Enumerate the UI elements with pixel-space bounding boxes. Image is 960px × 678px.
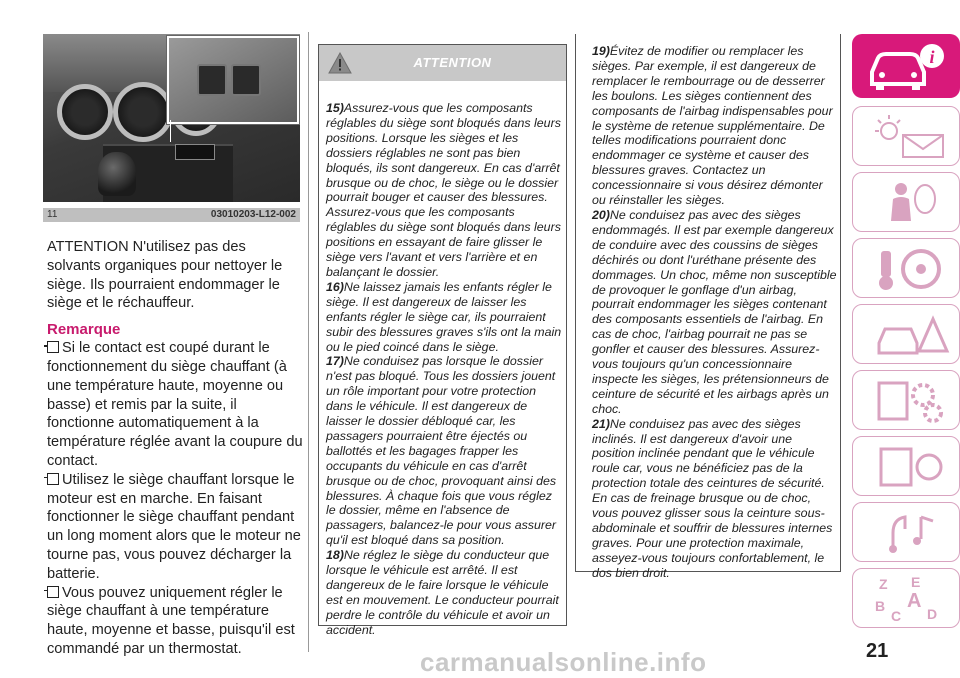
attention-item: 15)Assurez-vous que les composants réglables du siège sont bloqués dans leurs positions. Lorsque les sièges et les dossiers réglables ne sont pas bien bloqués, ils sont dangereux. En cas d'arrêt brusque ou de choc, le siège ou le dossier pourrait bouger et causer des blessures. Assurez-vous que les composants réglables du siège sont bloqués dans leurs positions en essayant de faire glisser le siège vers l'avant et vers l'arrière et en balançant le dossier.	[326, 101, 561, 279]
remark-note-2: Utilisez le siège chauffant lorsque le moteur est en marche. En faisant fonctionner le siège chauffant pendant un long moment alors que le moteur ne tourne pas, vous pouvez décharger la batterie.	[47, 471, 301, 582]
note-bullet-icon	[47, 473, 59, 485]
roadside-warning-icon	[871, 311, 951, 359]
attention-item: 18)Ne réglez le siège du conducteur que lorsque le véhicule est arrêté. Il est dangereux de le faire lorsque le véhicule est en mouvement. Le conducteur pourrait perdre le contrôle du véhicule et avoir un accident.	[326, 548, 559, 637]
attention-item: 16)Ne laissez jamais les enfants régler le siège. Il est dangereux de laisser les enfants régler le siège car, ils pourraient subir des blessures graves s'ils ont la main ou le pied coincé dans le siège.	[326, 279, 562, 354]
tab-car-info-active[interactable]	[852, 34, 960, 98]
index-letter: Z	[879, 576, 888, 592]
media-navigation-icon	[871, 509, 951, 557]
index-letter: A	[907, 590, 922, 612]
index-letter: B	[875, 598, 886, 614]
index-letter: C	[891, 608, 902, 624]
seat-heater-switch-right	[231, 64, 261, 96]
page-number: 21	[866, 640, 889, 662]
seat-heater-switch-left	[197, 64, 227, 96]
remark-note-3: Vous pouvez uniquement régler le siège chauffant à une température haute, moyenne et basse, puisqu'il est commandé par un thermostat.	[47, 584, 295, 657]
tab-safety[interactable]	[852, 172, 960, 232]
tab-technical-data[interactable]	[852, 436, 960, 496]
attention-title: ATTENTION	[413, 55, 492, 70]
column-divider	[308, 32, 309, 652]
warning-lights-icon	[871, 113, 951, 161]
attention-item: 19)Évitez de modifier ou remplacer les sièges. Par exemple, il est dangereux de remplacer le rembourrage ou de desserrer les boulons. Les sièges contiennent des composants de l'airbag indispensables pour le système de retenue supplémentaire. De telles modifications pourraient donc endommager ce système et causer des blessures graves. Contactez un concessionnaire si vous désirez démonter ou réinstaller les sièges.	[592, 44, 833, 208]
airbag-person-icon	[871, 179, 951, 227]
alphabetical-index-icon	[871, 575, 951, 625]
figure-code: 03010203-L12-002	[210, 209, 296, 220]
left-column-text	[47, 238, 303, 659]
tab-warning-lights[interactable]	[852, 106, 960, 166]
maintenance-gears-icon	[871, 377, 951, 425]
vent-dial-center	[113, 82, 173, 142]
attention-text-part-2	[592, 44, 838, 581]
callout-line	[170, 120, 171, 142]
attention-item: 21)Ne conduisez pas avec des sièges inclinés. Il est dangereux d'avoir une position inclinée pendant que le véhicule roule car, vous ne bénéficiez pas de la protection totale des ceintures de sécurité. En cas de freinage brusque ou de choc, vous pouvez glisser sous la ceinture sous-abdominale et souffrir de blessures internes graves. Pour une protection maximale, asseyez-vous toujours confortablement, le dos bien droit.	[592, 416, 833, 580]
tab-multimedia[interactable]	[852, 502, 960, 562]
footer-watermark: carmanualsonline.info	[420, 647, 707, 677]
svg-text:i: i	[929, 47, 935, 67]
car-info-icon	[866, 42, 946, 92]
vent-dial-left	[57, 84, 113, 140]
solvent-warning-paragraph: ATTENTION N'utilisez pas des solvants organiques pour nettoyer le siège. Ils pourraient endommager le siège et le réchauffeur.	[47, 239, 283, 312]
seat-heater-switch-closeup	[167, 36, 299, 124]
attention-text-part-1	[326, 101, 562, 638]
tab-emergency[interactable]	[852, 304, 960, 364]
tab-starting-driving[interactable]	[852, 238, 960, 298]
figure-number: 11	[47, 209, 58, 220]
seat-heater-switches	[175, 144, 215, 160]
remark-heading: Remarque	[47, 321, 121, 339]
remark-note-1: Si le contact est coupé durant le fonctionnement du siège chauffant (à une température haute, moyenne ou basse) et remis par la suite, il fonctionne automatiquement à la température réglée avant la coupure du contact.	[47, 340, 303, 469]
note-bullet-icon	[47, 341, 59, 353]
tab-maintenance[interactable]	[852, 370, 960, 430]
note-bullet-icon	[47, 586, 59, 598]
attention-item: 17)Ne conduisez pas lorsque le dossier n'est pas bloqué. Tous les dossiers jouent un rôle important pour votre protection dans le véhicule. Il est dangereux de laisser le dossier débloqué car, les passagers pourraient être éjectés ou ballottés et les bagages frapper les occupants du véhicule en cas d'arrêt brusque ou de choc, provoquant ainsi des blessures. À chaque fois que vous réglez le dossier, même en l'absence de passagers, balancez-le pour vous assurer qu'il est bloqué dans sa position.	[326, 354, 557, 548]
technical-data-icon	[871, 443, 951, 491]
gear-shift-knob	[98, 152, 136, 196]
attention-item: 20)Ne conduisez pas avec des sièges endommagés. Il est par exemple dangereux de conduire avec des coussins de sièges déchirés ou dont l'uréthane présente des dommages. Un choc, même non susceptible de provoquer le gonflage d'un airbag, pourrait endommager les sièges contenant des composants essentiels de l'airbag. En cas de choc, l'airbag pourrait ne pas se gonfler et causer des blessures. Assurez-vous toujours qu'un concessionnaire inspecte les sièges, les prétensionneurs de ceinture de sécurité et les airbags après un choc.	[592, 207, 837, 416]
tab-index[interactable]	[852, 568, 960, 628]
index-letter: E	[911, 575, 921, 590]
key-steering-icon	[871, 245, 951, 293]
index-letter: D	[927, 606, 938, 622]
